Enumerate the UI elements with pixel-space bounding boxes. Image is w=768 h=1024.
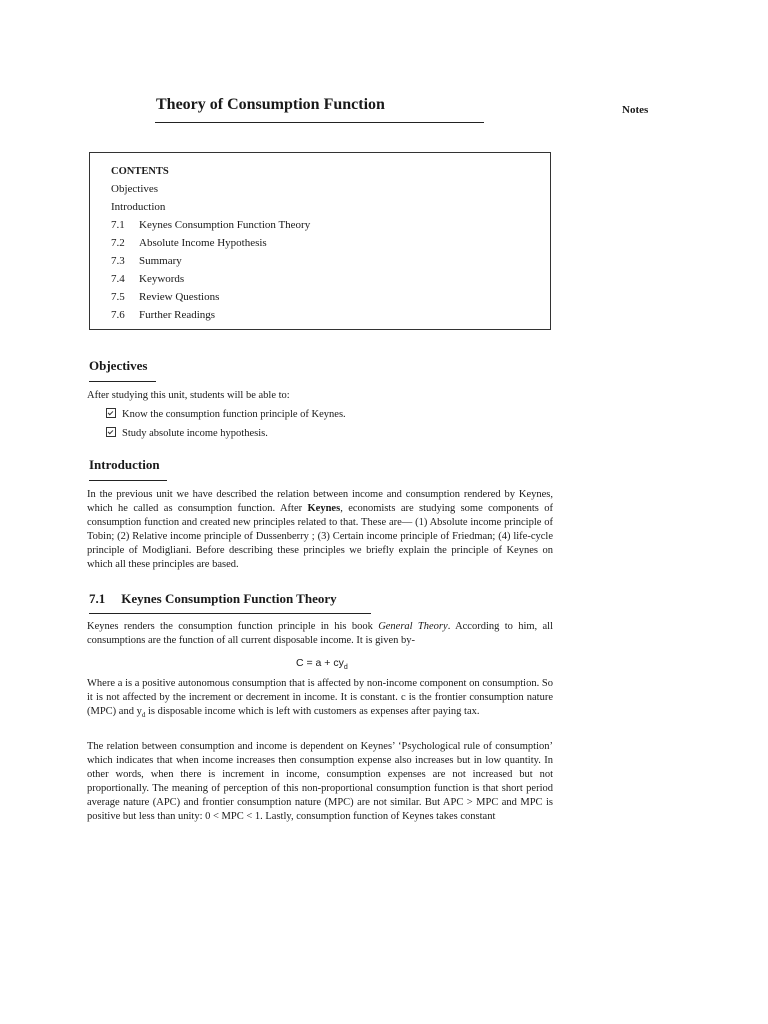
contents-item[interactable] [111, 180, 550, 198]
contents-item-label: Objectives [111, 183, 159, 195]
contents-item-label: Absolute Income Hypothesis [139, 237, 267, 249]
section-number: 7.1 [89, 591, 106, 606]
formula-main: C = a + cy [296, 657, 344, 669]
intro-text: , economists are studying some components of consumption function and created new principles related to that. These are— (1) Absolute income principle of Tobin; (2) Relative income principle of Dussenberry ; (3) Certain income principle of Friedman; (4) life-cycle principle of Modigliani. Before describing these principles we briefly explain the principle of Keynes on which all these principles are based. [87, 503, 553, 571]
section-7-1-underline [89, 613, 371, 614]
intro-bold-keynes: Keynes [307, 503, 341, 515]
contents-item[interactable] [111, 270, 550, 288]
objective-text: Study absolute income hypothesis. [122, 428, 268, 439]
section-7-1-heading [89, 591, 337, 607]
contents-item[interactable] [111, 252, 550, 270]
contents-item[interactable] [111, 288, 550, 306]
objectives-heading: Objectives [89, 358, 148, 373]
section-title: Keynes Consumption Function Theory [121, 591, 337, 606]
contents-item-label: Further Readings [139, 309, 216, 321]
intro-text: In the previous unit we have described the relation between income and consumption rendered by Keynes, which he called as consumption function. After [87, 489, 553, 515]
subscript: d [141, 711, 146, 720]
consumption-formula [296, 657, 348, 671]
contents-item-label: Summary [139, 255, 182, 267]
contents-item[interactable] [111, 216, 550, 234]
book-title: General Theory [378, 621, 448, 632]
contents-heading: CONTENTS [111, 166, 169, 177]
contents-item[interactable] [111, 198, 550, 216]
objectives-underline [89, 381, 156, 382]
contents-item-number: 7.4 [111, 273, 125, 285]
title-underline [155, 122, 484, 123]
section-7-1-paragraph-3: The relation between consumption and income is dependent on Keynes’ ‘Psychological rule of consumption’ which indicates that when income increases then consumption expense also increases but in low quantity. In other words, when there is increment in income, consumption expenses are not increased but not proportionally. The meaning of perception of this non-proportional consumption function is that short period average nature (APC) and frontier consumption nature (MPC) are not similar. But APC > MPC and MPC is positive but less than unity: 0 < MPC < 1. Lastly, consumption function of Keynes takes constant [87, 741, 553, 823]
checkbox-bullet-icon [106, 408, 116, 418]
objectives-intro: After studying this unit, students will be able to: [87, 390, 290, 401]
para-text: Where a is a positive autonomous consumption that is affected by non-income component on consumption. So it is not affected by the increment or decrement in income. It is constant. c is the frontier consumption nature (MPC) and y [87, 678, 553, 718]
contents-item[interactable] [111, 234, 550, 252]
para-text: Keynes renders the consumption function principle in his book [87, 621, 379, 632]
introduction-paragraph [87, 488, 553, 573]
section-7-1-paragraph-2 [87, 677, 553, 722]
contents-item-label: Review Questions [139, 291, 220, 303]
contents-item-number: 7.3 [111, 255, 125, 267]
introduction-underline [89, 480, 167, 481]
objective-bullet [106, 408, 346, 422]
contents-item-number: 7.5 [111, 291, 125, 303]
contents-item-number: 7.6 [111, 309, 125, 321]
contents-item-label: Keynes Consumption Function Theory [139, 219, 311, 231]
page-title: Theory of Consumption Function [156, 96, 385, 113]
formula-subscript: d [343, 664, 348, 672]
contents-item-label: Introduction [111, 201, 166, 213]
para-text: . According to him, all consumptions are the function of all current disposable income. It is given by- [87, 621, 553, 647]
objective-text: Know the consumption function principle of Keynes. [122, 409, 346, 420]
para-text: is disposable income which is left with customers as expenses after paying tax. [145, 706, 480, 718]
introduction-heading: Introduction [89, 457, 160, 472]
contents-item-number: 7.1 [111, 219, 125, 231]
objective-bullet [106, 427, 268, 441]
checkbox-bullet-icon [106, 427, 116, 437]
margin-note: Notes [622, 104, 649, 116]
contents-item[interactable] [111, 306, 550, 324]
section-7-1-paragraph-1 [87, 620, 553, 648]
contents-item-label: Keywords [139, 273, 185, 285]
contents-item-number: 7.2 [111, 237, 125, 249]
contents-box [89, 152, 551, 330]
